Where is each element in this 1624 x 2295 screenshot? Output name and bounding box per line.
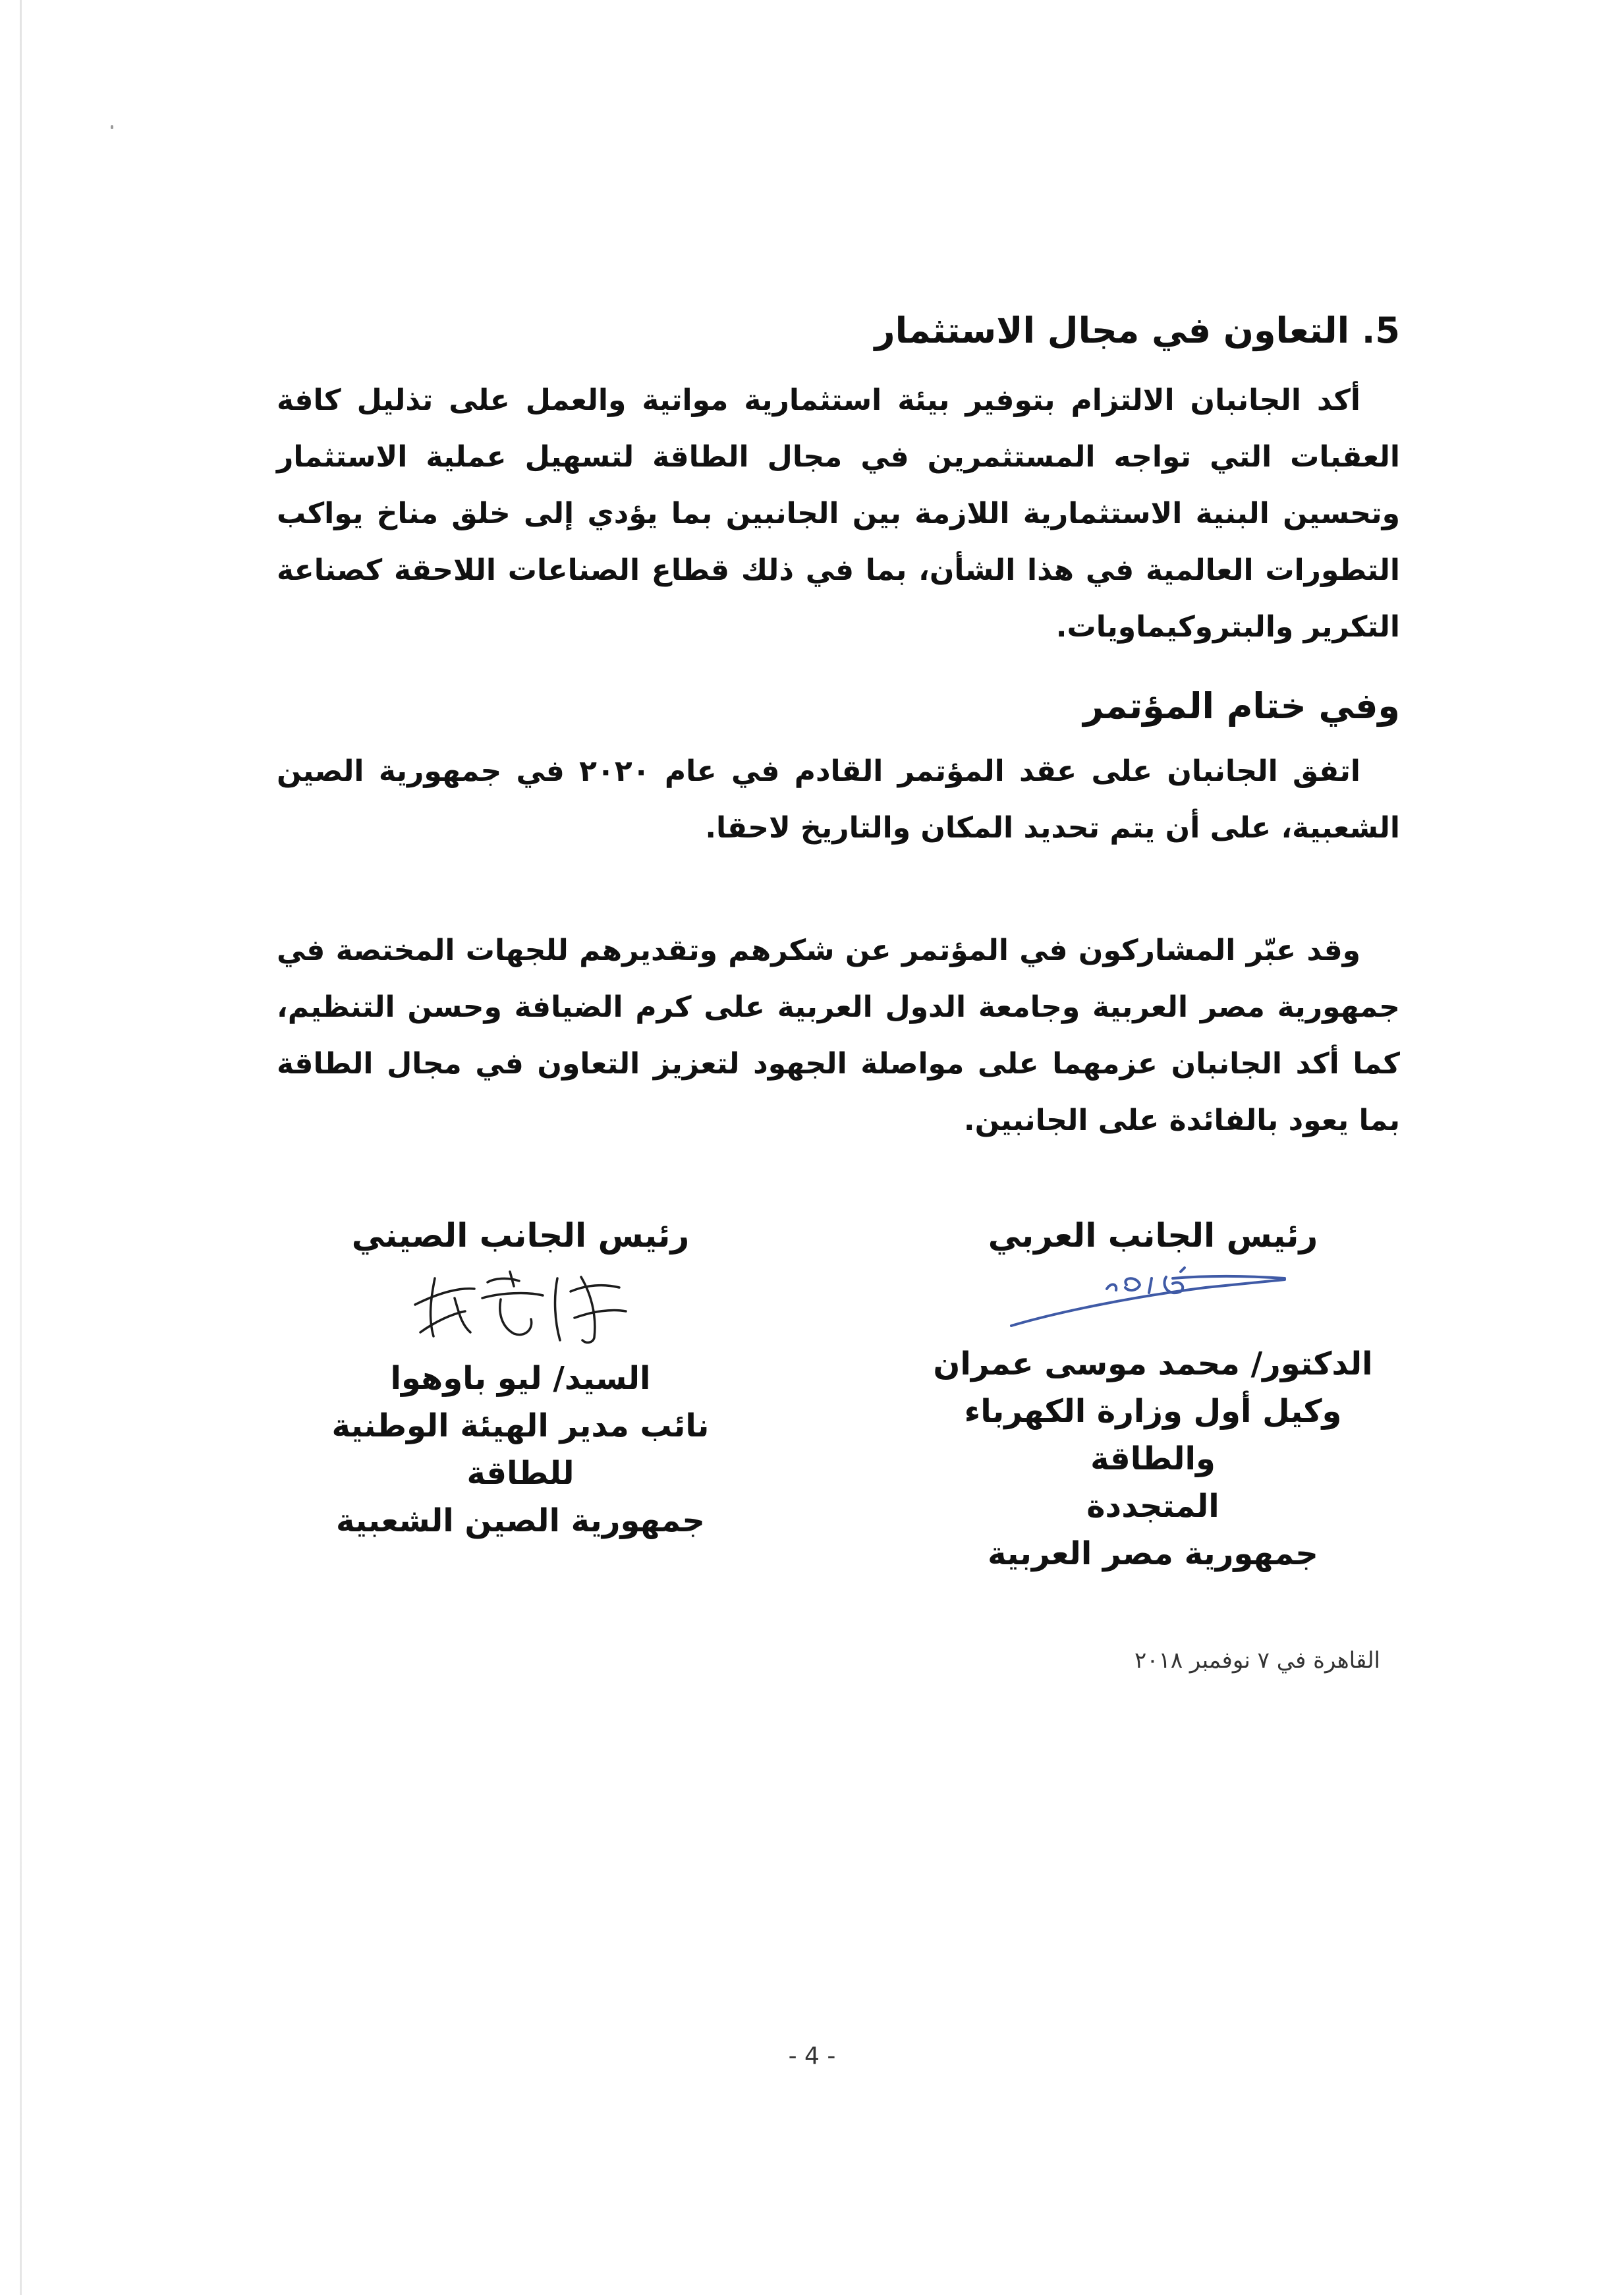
arab-signatory-country: جمهورية مصر العربية — [988, 1535, 1318, 1572]
chinese-signatory-position: نائب مدير الهيئة الوطنية للطاقة — [331, 1407, 710, 1492]
section-5-body — [277, 372, 1400, 656]
page-number: - 4 - — [788, 2043, 836, 2070]
arab-signatory-position-1: وكيل أول وزارة الكهرباء والطاقة — [964, 1393, 1342, 1477]
section-5-heading: 5. التعاون في مجال الاستثمار — [874, 310, 1400, 351]
arab-signature — [1008, 1259, 1298, 1331]
scan-speck — [111, 125, 113, 129]
section-5-paragraph: أكد الجانبان الالتزام بتوفير بيئة استثمارية مواتية والعمل على تذليل كافة العقبات التي تواجه المستثمرين في مجال الطاقة لتسهيل عملية الاستثمار وتحسين البنية الاستثمارية اللازمة بين الجانبين بما يؤدي إلى خلق مناخ يواكب التطورات العالمية في هذا الشأن، بما في ذلك قطاع الصناعات اللاحقة كصناعة التكرير والبتروكيماويات. — [277, 383, 1400, 644]
closing-heading: وفي ختام المؤتمر — [1083, 685, 1400, 727]
chinese-signature — [402, 1259, 639, 1351]
chinese-signatory-country: جمهورية الصين الشعبية — [335, 1502, 705, 1539]
chinese-signatory-name: السيد/ ليو باوهوا — [390, 1360, 651, 1397]
closing-paragraph-1: اتفق الجانبان على عقد المؤتمر القادم في عام ٢٠٢٠ في جمهورية الصين الشعبية، على أن يتم تحديد المكان والتاريخ لاحقا. — [277, 754, 1400, 845]
place-date-line: القاهرة في ٧ نوفمبر ٢٠١٨ — [1134, 1647, 1380, 1674]
chinese-signatory-block — [277, 1212, 764, 1544]
arab-signatory-name: الدكتور/ محمد موسى عمران — [933, 1346, 1373, 1382]
arab-signatory-block — [909, 1212, 1397, 1577]
closing-body-2 — [277, 922, 1400, 1149]
closing-body-1 — [277, 743, 1400, 857]
closing-paragraph-2: وقد عبّر المشاركون في المؤتمر عن شكرهم وتقديرهم للجهات المختصة في جمهورية مصر العربية وجامعة الدول العربية على كرم الضيافة وحسن التنظيم، كما أكد الجانبان عزمهما على مواصلة الجهود لتعزيز التعاون في مجال الطاقة بما يعود بالفائدة على الجانبين. — [277, 934, 1400, 1137]
arab-signatory-position-2: المتجددة — [1086, 1488, 1219, 1525]
scan-edge-shadow — [20, 0, 22, 2295]
chinese-signatory-title: رئيس الجانب الصيني — [351, 1216, 690, 1255]
arab-signatory-title: رئيس الجانب العربي — [988, 1216, 1318, 1255]
